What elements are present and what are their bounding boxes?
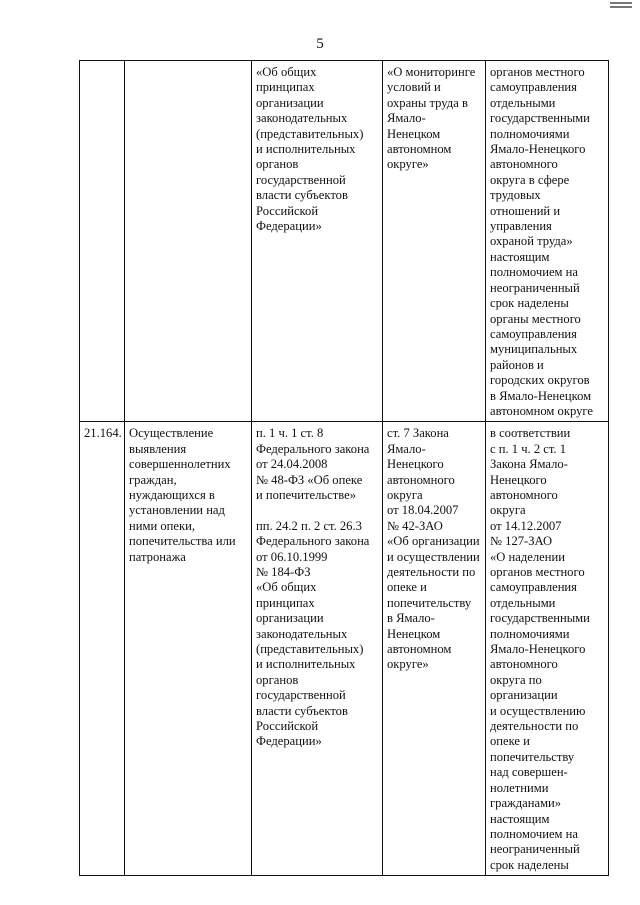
table-row	[80, 61, 609, 422]
cell-decision: органов местного самоуправления отдельными государственными полномочиями Ямало-Ненецкого автономного округа в сфере трудовых отношений и управления охраной труда» настоящим полномочием на неограниченный срок наделены органы местного самоуправления муниципальных районов и городских округов в Ямало-Ненецком автономном округе	[486, 61, 609, 422]
cell-regional-basis: «О мониторинге условий и охраны труда в Ямало- Ненецком автономном округе»	[383, 61, 486, 422]
cell-regional-basis: ст. 7 Закона Ямало- Ненецкого автономного округа от 18.04.2007 № 42-ЗАО «Об организации и осуществлении деятельности по опеке и попечительству в Ямало- Ненецком автономном округе»	[383, 422, 486, 876]
corner-mark	[610, 2, 632, 12]
cell-decision: в соответствии с п. 1 ч. 2 ст. 1 Закона Ямало- Ненецкого автономного округа от 14.12.2007 № 127-ЗАО «О наделении органов местного самоуправления отдельными государственными полномочиями Ямало-Ненецкого автономного округа по организации и осуществлению деятельности по опеке и попечительству над совершен- нолетними гражданами» настоящим полномочием на неограниченный срок наделены	[486, 422, 609, 876]
cell-number	[80, 61, 125, 422]
cell-number: 21.164.	[80, 422, 125, 876]
cell-power-title: Осуществление выявления совершеннолетних граждан, нуждающихся в установлении над ними опеки, попечительства или патронажа	[125, 422, 252, 876]
cell-federal-basis: п. 1 ч. 1 ст. 8 Федерального закона от 24.04.2008 № 48-ФЗ «Об опеке и попечительстве» пп. 24.2 п. 2 ст. 26.3 Федерального закона от 06.10.1999 № 184-ФЗ «Об общих принципах организации законодательных (представительных) и исполнительных органов государственной власти субъектов Российской Федерации»	[252, 422, 383, 876]
powers-table	[79, 60, 609, 876]
cell-power-title	[125, 61, 252, 422]
page-number: 5	[316, 36, 324, 52]
cell-federal-basis: «Об общих принципах организации законодательных (представительных) и исполнительных органов государственной власти субъектов Российской Федерации»	[252, 61, 383, 422]
table-row	[80, 422, 609, 876]
